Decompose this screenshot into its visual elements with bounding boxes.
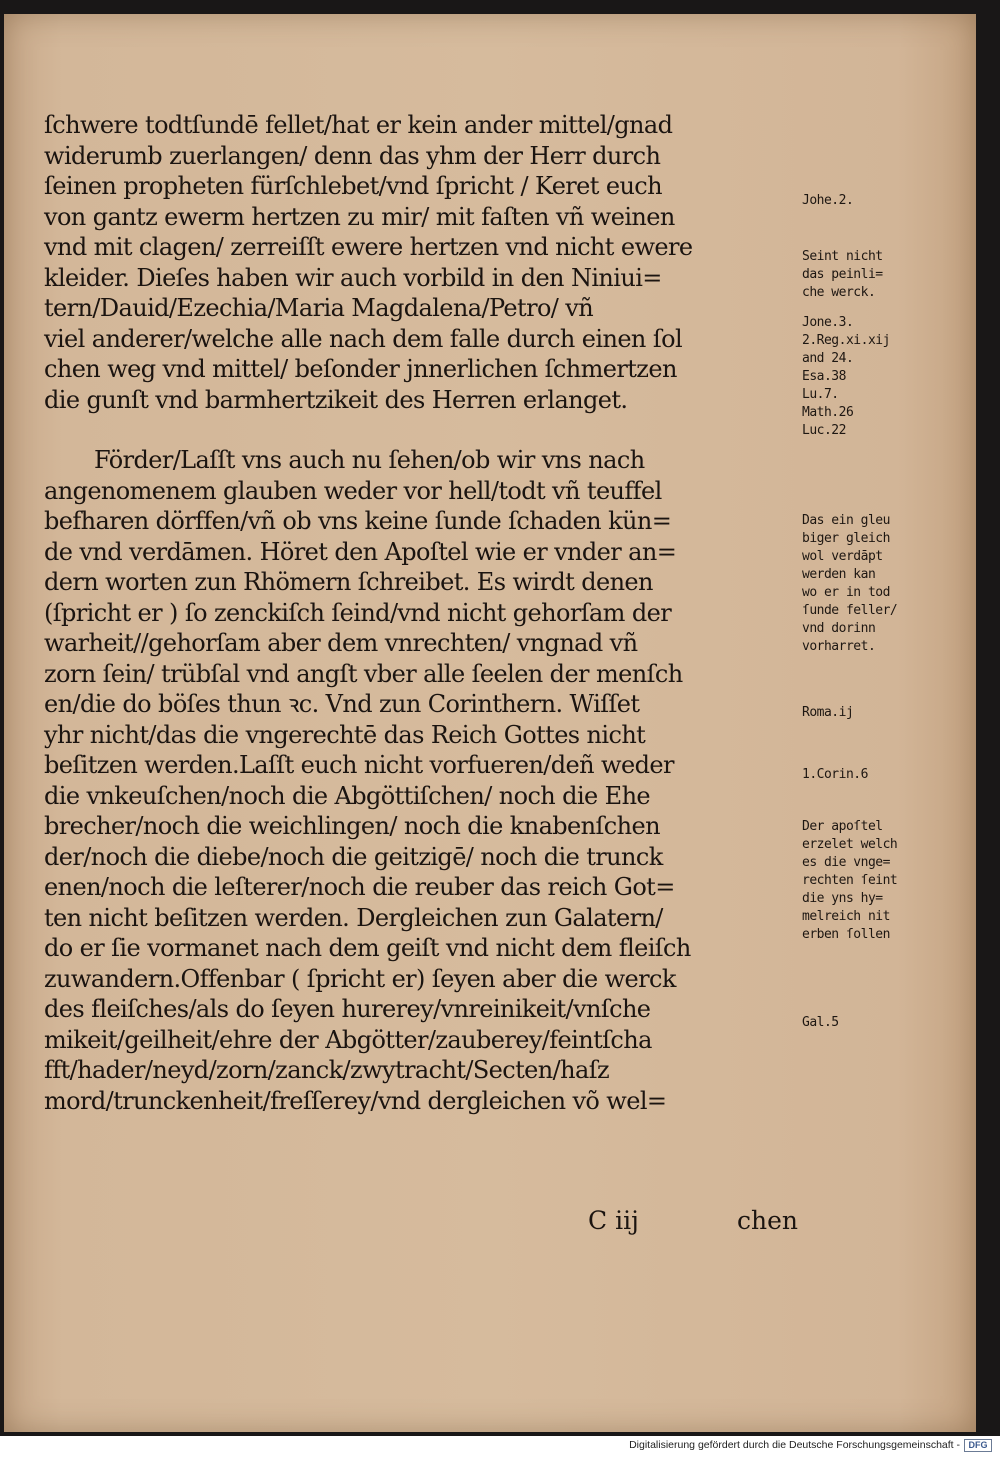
- text-line: angenomenem glauben weder vor hell/todt vñ teuffel: [44, 476, 662, 505]
- catchword-line: [588, 1204, 798, 1238]
- text-line: chen weg vnd mittel/ beſonder jnnerlichen ſchmertzen: [44, 355, 677, 383]
- text-line: enen/noch die leſterer/noch die reuber das reich Got=: [44, 873, 675, 901]
- marginal-note-joel: Johe.2.: [802, 193, 854, 208]
- funding-credit: Digitalisierung gefördert durch die Deutsche Forschungsgemeinschaft -: [629, 1439, 960, 1451]
- footer-bar: [0, 1436, 1000, 1457]
- text-line: beſitzen werden.Laſſt euch nicht vorfueren/deñ weder: [44, 751, 674, 779]
- text-line: die vnkeuſchen/noch die Abgöttiſchen/ noch die Ehe: [44, 781, 651, 810]
- catchword: chen: [737, 1206, 798, 1235]
- text-line: die gunſt vnd barmhertzikeit des Herren erlanget.: [44, 385, 628, 414]
- text-line: der/noch die diebe/noch die geitzigē/ noch die trunck: [44, 842, 663, 871]
- text-line: brecher/noch die weichlingen/ noch die knabenſchen: [44, 812, 660, 840]
- text-line: mikeit/geilheit/ehre der Abgötter/zauberey/feintſcha: [44, 1025, 652, 1054]
- marginal-note-werck: Seint nicht das peinli= che werck.: [802, 249, 883, 300]
- marginal-note-references: Jone.3. 2.Reg.xi.xij and 24. Esa.38 Lu.7. Math.26 Luc.22: [802, 315, 890, 438]
- text-line: fft/hader/neyd/zorn/zanck/zwytracht/Secten/haſz: [44, 1056, 610, 1084]
- marginal-note-glaub: Das ein gleu biger gleich wol verdāpt werden kan wo er in tod ſunde feller/ vnd dorinn vorharret.: [802, 513, 898, 654]
- text-line: zorn ſein/ trübſal vnd angſt vber alle ſeelen der menſch: [44, 659, 683, 688]
- signature-mark: C iij: [588, 1206, 639, 1235]
- text-line: dern worten zun Rhömern ſchreibet. Es wirdt denen: [44, 568, 653, 596]
- text-line: ſchwere todtſundē fellet/hat er kein ander mittel/gnad: [44, 111, 673, 139]
- text-line: (ſpricht er ) ſo zenckiſch ſeind/vnd nicht gehorſam der: [44, 598, 672, 627]
- text-line: de vnd verdāmen. Höret den Apoſtel wie er vnder an=: [44, 537, 677, 566]
- text-line: warheit//gehorſam aber dem vnrechten/ vngnad vñ: [44, 629, 638, 657]
- text-line: mord/trunckenheit/freſſerey/vnd dergleichen võ wel=: [44, 1086, 667, 1115]
- text-line: viel anderer/welche alle nach dem falle durch einen ſol: [44, 324, 683, 353]
- text-line: von gantz ewerm hertzen zu mir/ mit faſten vñ weinen: [44, 202, 675, 231]
- text-line: des fleiſches/als do ſeyen hurerey/vnreinikeit/vnſche: [44, 995, 651, 1023]
- marginal-note-corinthians: 1.Corin.6: [802, 767, 868, 782]
- marginal-note-galatians: Gal.5: [802, 1015, 839, 1030]
- marginal-note-apostel: Der apoſtel erzelet welch es die vnge= rechten ſeint die yns hy= melreich nit erben ſollen: [802, 819, 898, 942]
- text-line: widerumb zuerlangen/ denn das yhm der Herr durch: [44, 141, 661, 170]
- text-line: do er ſie vormanet nach dem geiſt vnd nicht dem fleiſch: [44, 934, 691, 962]
- text-line: befharen dörffen/vñ ob vns keine ſunde ſchaden kün=: [44, 507, 672, 535]
- text-line: yhr nicht/das die vngerechtē das Reich Gottes nicht: [44, 720, 646, 749]
- text-line: vnd mit clagen/ zerreiſſt ewere hertzen vnd nicht ewere: [44, 233, 693, 261]
- paragraph-gap: [44, 415, 804, 445]
- text-line: tern/Dauid/Ezechia/Maria Magdalena/Petro/ vñ: [44, 294, 594, 322]
- text-line: ten nicht beſitzen werden. Dergleichen zun Galatern/: [44, 903, 663, 932]
- body-text: [44, 110, 804, 1116]
- text-line: kleider. Dieſes haben wir auch vorbild in den Niniui=: [44, 263, 662, 292]
- marginal-note-romans: Roma.ij: [802, 705, 854, 720]
- book-page: [4, 14, 976, 1432]
- text-line: zuwandern.Offenbar ( ſpricht er) ſeyen aber die werck: [44, 964, 676, 993]
- text-line: Förder/Laſſt vns auch nu ſehen/ob wir vns nach: [94, 446, 645, 474]
- text-line: en/die do böſes thun ꝛc. Vnd zun Corinthern. Wiſſet: [44, 690, 640, 718]
- dfg-logo-icon: DFG: [964, 1439, 992, 1452]
- text-line: ſeinen propheten fürſchlebet/vnd ſpricht / Keret euch: [44, 172, 663, 200]
